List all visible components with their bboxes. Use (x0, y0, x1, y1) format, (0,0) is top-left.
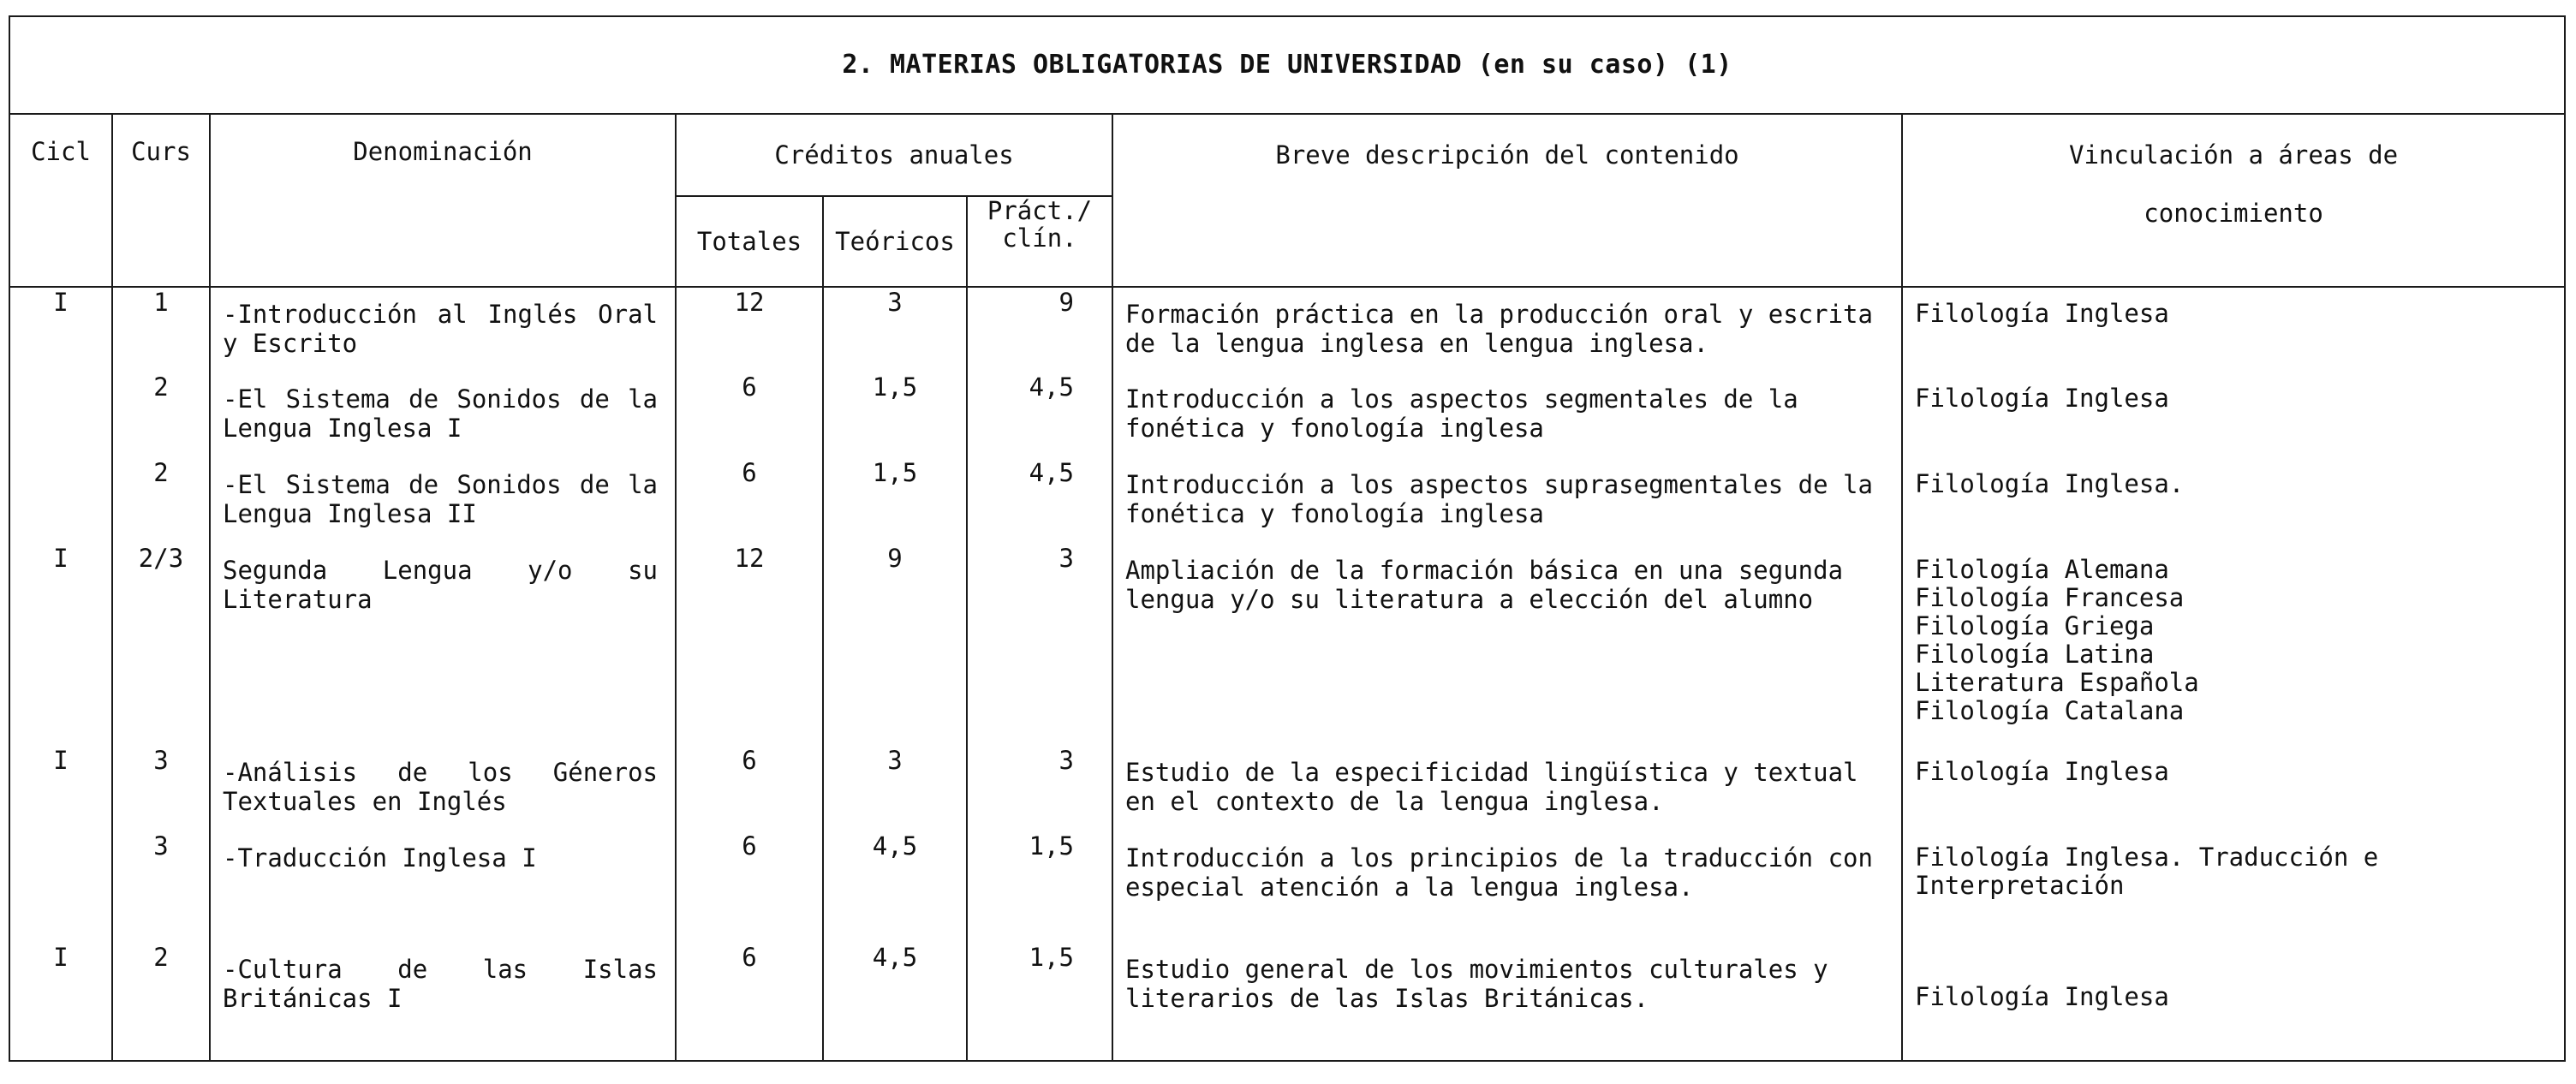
cell-teoricos: 3 (823, 746, 967, 831)
cell-areas (1902, 943, 2565, 1061)
cell-cicl: I (9, 287, 112, 372)
area-item: Filología Inglesa. Traducción e Interpretación (1915, 843, 2379, 900)
cell-descripcion: Introducción a los principios de la traducción con especial atención a la lengua inglesa. (1112, 831, 1902, 943)
area-item: Filología Inglesa (1915, 757, 2169, 786)
header-totales: Totales (676, 196, 823, 287)
cell-curs: 3 (112, 746, 210, 831)
table-row (9, 831, 2565, 943)
subjects-table (9, 15, 2566, 1062)
cell-denominacion: -Análisis de los Géneros Textuales en Inglés (210, 746, 676, 831)
cell-totales: 12 (676, 287, 823, 372)
cell-denominacion: -Introducción al Inglés Oral y Escrito (210, 287, 676, 372)
cell-curs: 3 (112, 831, 210, 943)
cell-cicl: I (9, 943, 112, 1061)
header-curs: Curs (112, 114, 210, 287)
cell-totales: 6 (676, 831, 823, 943)
cell-curs: 2/3 (112, 544, 210, 746)
subjects-table-page (9, 15, 2564, 1062)
cell-denominacion: -El Sistema de Sonidos de la Lengua Inglesa I (210, 372, 676, 458)
cell-cicl: I (9, 746, 112, 831)
cell-teoricos: 1,5 (823, 458, 967, 544)
area-item: Filología Inglesa. (1915, 469, 2185, 498)
cell-practicos: 1,5 (967, 943, 1112, 1061)
cell-descripcion: Estudio general de los movimientos culturales y literarios de las Islas Británicas. (1112, 943, 1902, 1061)
cell-totales: 6 (676, 372, 823, 458)
area-item (1915, 955, 2555, 983)
cell-areas (1902, 831, 2565, 943)
table-row (9, 746, 2565, 831)
cell-descripcion: Introducción a los aspectos segmentales de la fonética y fonología inglesa (1112, 372, 1902, 458)
cell-totales: 6 (676, 458, 823, 544)
header-descripcion: Breve descripción del contenido (1112, 114, 1902, 287)
cell-areas (1902, 544, 2565, 746)
header-practicos: Práct./ clín. (967, 196, 1112, 287)
cell-practicos: 4,5 (967, 372, 1112, 458)
cell-cicl (9, 372, 112, 458)
cell-denominacion: -El Sistema de Sonidos de la Lengua Inglesa II (210, 458, 676, 544)
table-row (9, 943, 2565, 1061)
cell-areas (1902, 287, 2565, 372)
cell-descripcion: Estudio de la especificidad lingüística y textual en el contexto de la lengua inglesa. (1112, 746, 1902, 831)
cell-teoricos: 4,5 (823, 943, 967, 1061)
cell-denominacion: Segunda Lengua y/o su Literatura (210, 544, 676, 746)
cell-descripcion: Ampliación de la formación básica en una segunda lengua y/o su literatura a elección del alumno (1112, 544, 1902, 746)
area-item: Filología Francesa (1915, 583, 2185, 612)
area-item: Filología Inglesa (1915, 384, 2169, 413)
area-item: Literatura Española (1915, 668, 2199, 697)
cell-areas (1902, 372, 2565, 458)
cell-practicos: 3 (967, 544, 1112, 746)
cell-totales: 12 (676, 544, 823, 746)
table-title: 2. MATERIAS OBLIGATORIAS DE UNIVERSIDAD (en su caso) (1) (9, 16, 2565, 114)
table-row (9, 544, 2565, 746)
cell-cicl (9, 831, 112, 943)
cell-curs: 2 (112, 943, 210, 1061)
header-denominacion: Denominación (210, 114, 676, 287)
cell-practicos: 3 (967, 746, 1112, 831)
cell-practicos: 9 (967, 287, 1112, 372)
cell-areas (1902, 458, 2565, 544)
cell-teoricos: 3 (823, 287, 967, 372)
cell-curs: 1 (112, 287, 210, 372)
cell-teoricos: 1,5 (823, 372, 967, 458)
cell-curs: 2 (112, 372, 210, 458)
cell-areas (1902, 746, 2565, 831)
cell-cicl: I (9, 544, 112, 746)
cell-totales: 6 (676, 746, 823, 831)
area-item: Filología Latina (1915, 640, 2155, 669)
area-item: Filología Inglesa (1915, 299, 2169, 328)
cell-practicos: 1,5 (967, 831, 1112, 943)
cell-denominacion: -Traducción Inglesa I (210, 831, 676, 943)
cell-denominacion: -Cultura de las Islas Británicas I (210, 943, 676, 1061)
cell-descripcion: Introducción a los aspectos suprasegmentales de la fonética y fonología inglesa (1112, 458, 1902, 544)
cell-practicos: 4,5 (967, 458, 1112, 544)
header-vinculacion: Vinculación a áreas de conocimiento (1902, 114, 2565, 287)
cell-cicl (9, 458, 112, 544)
area-item: Filología Inglesa (1915, 982, 2169, 1011)
table-row (9, 458, 2565, 544)
area-item: Filología Catalana (1915, 696, 2185, 725)
cell-descripcion: Formación práctica en la producción oral y escrita de la lengua inglesa en lengua inglesa. (1112, 287, 1902, 372)
header-cicl: Cicl (9, 114, 112, 287)
cell-totales: 6 (676, 943, 823, 1061)
header-creditos-anuales: Créditos anuales (676, 114, 1112, 196)
cell-teoricos: 9 (823, 544, 967, 746)
table-row (9, 287, 2565, 372)
table-row (9, 372, 2565, 458)
cell-teoricos: 4,5 (823, 831, 967, 943)
area-item: Filología Griega (1915, 611, 2155, 640)
area-item: Filología Alemana (1915, 555, 2169, 584)
header-teoricos: Teóricos (823, 196, 967, 287)
cell-curs: 2 (112, 458, 210, 544)
